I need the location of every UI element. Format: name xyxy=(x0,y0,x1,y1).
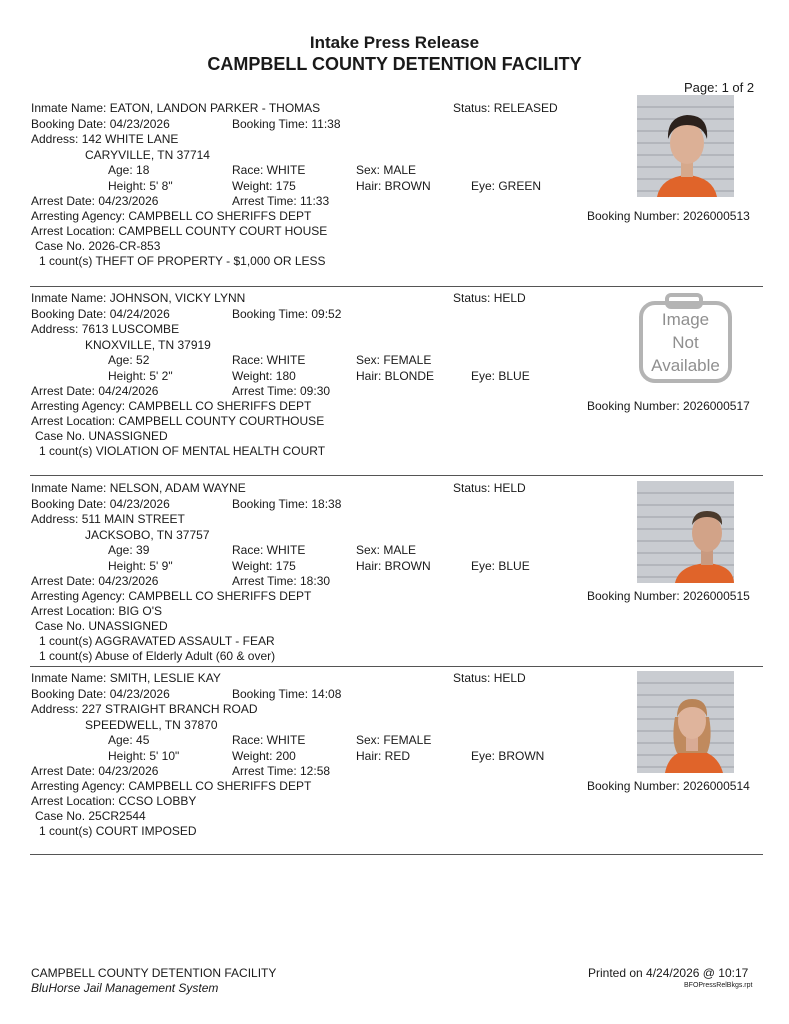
inmate-record xyxy=(0,671,789,861)
age: Age: 45 xyxy=(108,733,150,747)
inmate-name: Inmate Name: JOHNSON, VICKY LYNN xyxy=(31,291,246,305)
placeholder-text: Image xyxy=(661,310,710,329)
case-number: Case No. UNASSIGNED xyxy=(35,619,168,633)
charge-line: 1 count(s) COURT IMPOSED xyxy=(39,824,197,838)
image-not-available-placeholder xyxy=(637,293,734,395)
status: Status: HELD xyxy=(453,671,526,685)
inmate-name: Inmate Name: NELSON, ADAM WAYNE xyxy=(31,481,246,495)
arresting-agency: Arresting Agency: CAMPBELL CO SHERIFFS DEPT xyxy=(31,399,312,413)
booking-time: Booking Time: 11:38 xyxy=(232,117,341,131)
record-separator xyxy=(30,854,763,855)
arresting-agency: Arresting Agency: CAMPBELL CO SHERIFFS DEPT xyxy=(31,779,312,793)
booking-time: Booking Time: 14:08 xyxy=(232,687,342,701)
footer-facility: CAMPBELL COUNTY DETENTION FACILITY xyxy=(31,966,277,980)
race: Race: WHITE xyxy=(232,353,306,367)
header-title: Intake Press Release xyxy=(309,33,480,52)
charge-line: 1 count(s) THEFT OF PROPERTY - $1,000 OR LESS xyxy=(39,254,326,268)
booking-number: Booking Number: 2026000513 xyxy=(587,209,750,223)
inmate-record xyxy=(0,101,789,291)
charge-line: 1 count(s) Abuse of Elderly Adult (60 & over) xyxy=(39,649,276,663)
inmate-record xyxy=(0,291,789,481)
eye: Eye: GREEN xyxy=(471,179,542,193)
case-number: Case No. UNASSIGNED xyxy=(35,429,168,443)
arrest-time: Arrest Time: 11:33 xyxy=(232,194,330,208)
sex: Sex: FEMALE xyxy=(356,733,432,747)
record-separator xyxy=(30,286,763,287)
booking-number: Booking Number: 2026000514 xyxy=(587,779,750,793)
arrest-time: Arrest Time: 18:30 xyxy=(232,574,331,588)
charge-line: 1 count(s) VIOLATION OF MENTAL HEALTH COURT xyxy=(39,444,326,458)
record-separator xyxy=(30,666,763,667)
address-line2: CARYVILLE, TN 37714 xyxy=(85,148,210,162)
mugshot-photo xyxy=(637,671,734,773)
age: Age: 39 xyxy=(108,543,150,557)
arrest-date: Arrest Date: 04/23/2026 xyxy=(31,574,159,588)
facility-title: CAMPBELL COUNTY DETENTION FACILITY xyxy=(207,54,582,74)
height: Height: 5' 9" xyxy=(108,559,173,573)
address-line1: Address: 227 STRAIGHT BRANCH ROAD xyxy=(31,702,258,716)
placeholder-text: Not xyxy=(672,333,699,352)
hair: Hair: RED xyxy=(356,749,411,763)
weight: Weight: 200 xyxy=(232,749,296,763)
address-line2: KNOXVILLE, TN 37919 xyxy=(85,338,211,352)
arrest-location: Arrest Location: CAMPBELL COUNTY COURTHOUSE xyxy=(31,414,325,428)
arrest-time: Arrest Time: 09:30 xyxy=(232,384,331,398)
arrest-location: Arrest Location: CCSO LOBBY xyxy=(31,794,197,808)
inmate-record xyxy=(0,481,789,671)
report-filename: BFOPressRelBkgs.rpt xyxy=(684,982,753,989)
booking-time: Booking Time: 09:52 xyxy=(232,307,342,321)
height: Height: 5' 2" xyxy=(108,369,173,383)
hair: Hair: BLONDE xyxy=(356,369,435,383)
weight: Weight: 175 xyxy=(232,559,296,573)
age: Age: 18 xyxy=(108,163,150,177)
address-line2: JACKSOBO, TN 37757 xyxy=(85,528,210,542)
eye: Eye: BLUE xyxy=(471,369,530,383)
status: Status: HELD xyxy=(453,481,526,495)
booking-date: Booking Date: 04/23/2026 xyxy=(31,687,170,701)
address-line1: Address: 142 WHITE LANE xyxy=(31,132,179,146)
age: Age: 52 xyxy=(108,353,150,367)
charge-line: 1 count(s) AGGRAVATED ASSAULT - FEAR xyxy=(39,634,275,648)
mugshot-photo xyxy=(637,95,734,197)
address-line2: SPEEDWELL, TN 37870 xyxy=(85,718,218,732)
address-line1: Address: 7613 LUSCOMBE xyxy=(31,322,180,336)
booking-date: Booking Date: 04/23/2026 xyxy=(31,117,170,131)
eye: Eye: BROWN xyxy=(471,749,545,763)
hair: Hair: BROWN xyxy=(356,559,431,573)
address-line1: Address: 511 MAIN STREET xyxy=(31,512,185,526)
arrest-location: Arrest Location: CAMPBELL COUNTY COURT HOUSE xyxy=(31,224,328,238)
inmate-name: Inmate Name: EATON, LANDON PARKER - THOMAS xyxy=(31,101,321,115)
footer-system: BluHorse Jail Management System xyxy=(31,981,219,995)
record-separator xyxy=(30,475,763,476)
eye: Eye: BLUE xyxy=(471,559,530,573)
race: Race: WHITE xyxy=(232,733,306,747)
booking-date: Booking Date: 04/24/2026 xyxy=(31,307,170,321)
sex: Sex: MALE xyxy=(356,543,417,557)
height: Height: 5' 8" xyxy=(108,179,173,193)
booking-number: Booking Number: 2026000517 xyxy=(587,399,750,413)
arrest-location: Arrest Location: BIG O'S xyxy=(31,604,163,618)
race: Race: WHITE xyxy=(232,543,306,557)
height: Height: 5' 10" xyxy=(108,749,180,763)
case-number: Case No. 2026-CR-853 xyxy=(35,239,161,253)
arresting-agency: Arresting Agency: CAMPBELL CO SHERIFFS DEPT xyxy=(31,209,312,223)
case-number: Case No. 25CR2544 xyxy=(35,809,146,823)
placeholder-text: Available xyxy=(651,356,720,375)
sex: Sex: MALE xyxy=(356,163,417,177)
status: Status: HELD xyxy=(453,291,526,305)
arresting-agency: Arresting Agency: CAMPBELL CO SHERIFFS DEPT xyxy=(31,589,312,603)
weight: Weight: 175 xyxy=(232,179,296,193)
page-number: Page: 1 of 2 xyxy=(684,80,755,95)
sex: Sex: FEMALE xyxy=(356,353,432,367)
weight: Weight: 180 xyxy=(232,369,296,383)
booking-date: Booking Date: 04/23/2026 xyxy=(31,497,170,511)
booking-time: Booking Time: 18:38 xyxy=(232,497,342,511)
arrest-date: Arrest Date: 04/23/2026 xyxy=(31,194,159,208)
hair: Hair: BROWN xyxy=(356,179,431,193)
status: Status: RELEASED xyxy=(453,101,558,115)
mugshot-photo xyxy=(637,481,734,583)
race: Race: WHITE xyxy=(232,163,306,177)
booking-number: Booking Number: 2026000515 xyxy=(587,589,750,603)
arrest-time: Arrest Time: 12:58 xyxy=(232,764,331,778)
arrest-date: Arrest Date: 04/24/2026 xyxy=(31,384,159,398)
arrest-date: Arrest Date: 04/23/2026 xyxy=(31,764,159,778)
printed-timestamp: Printed on 4/24/2026 @ 10:17 xyxy=(588,966,749,980)
inmate-name: Inmate Name: SMITH, LESLIE KAY xyxy=(31,671,221,685)
